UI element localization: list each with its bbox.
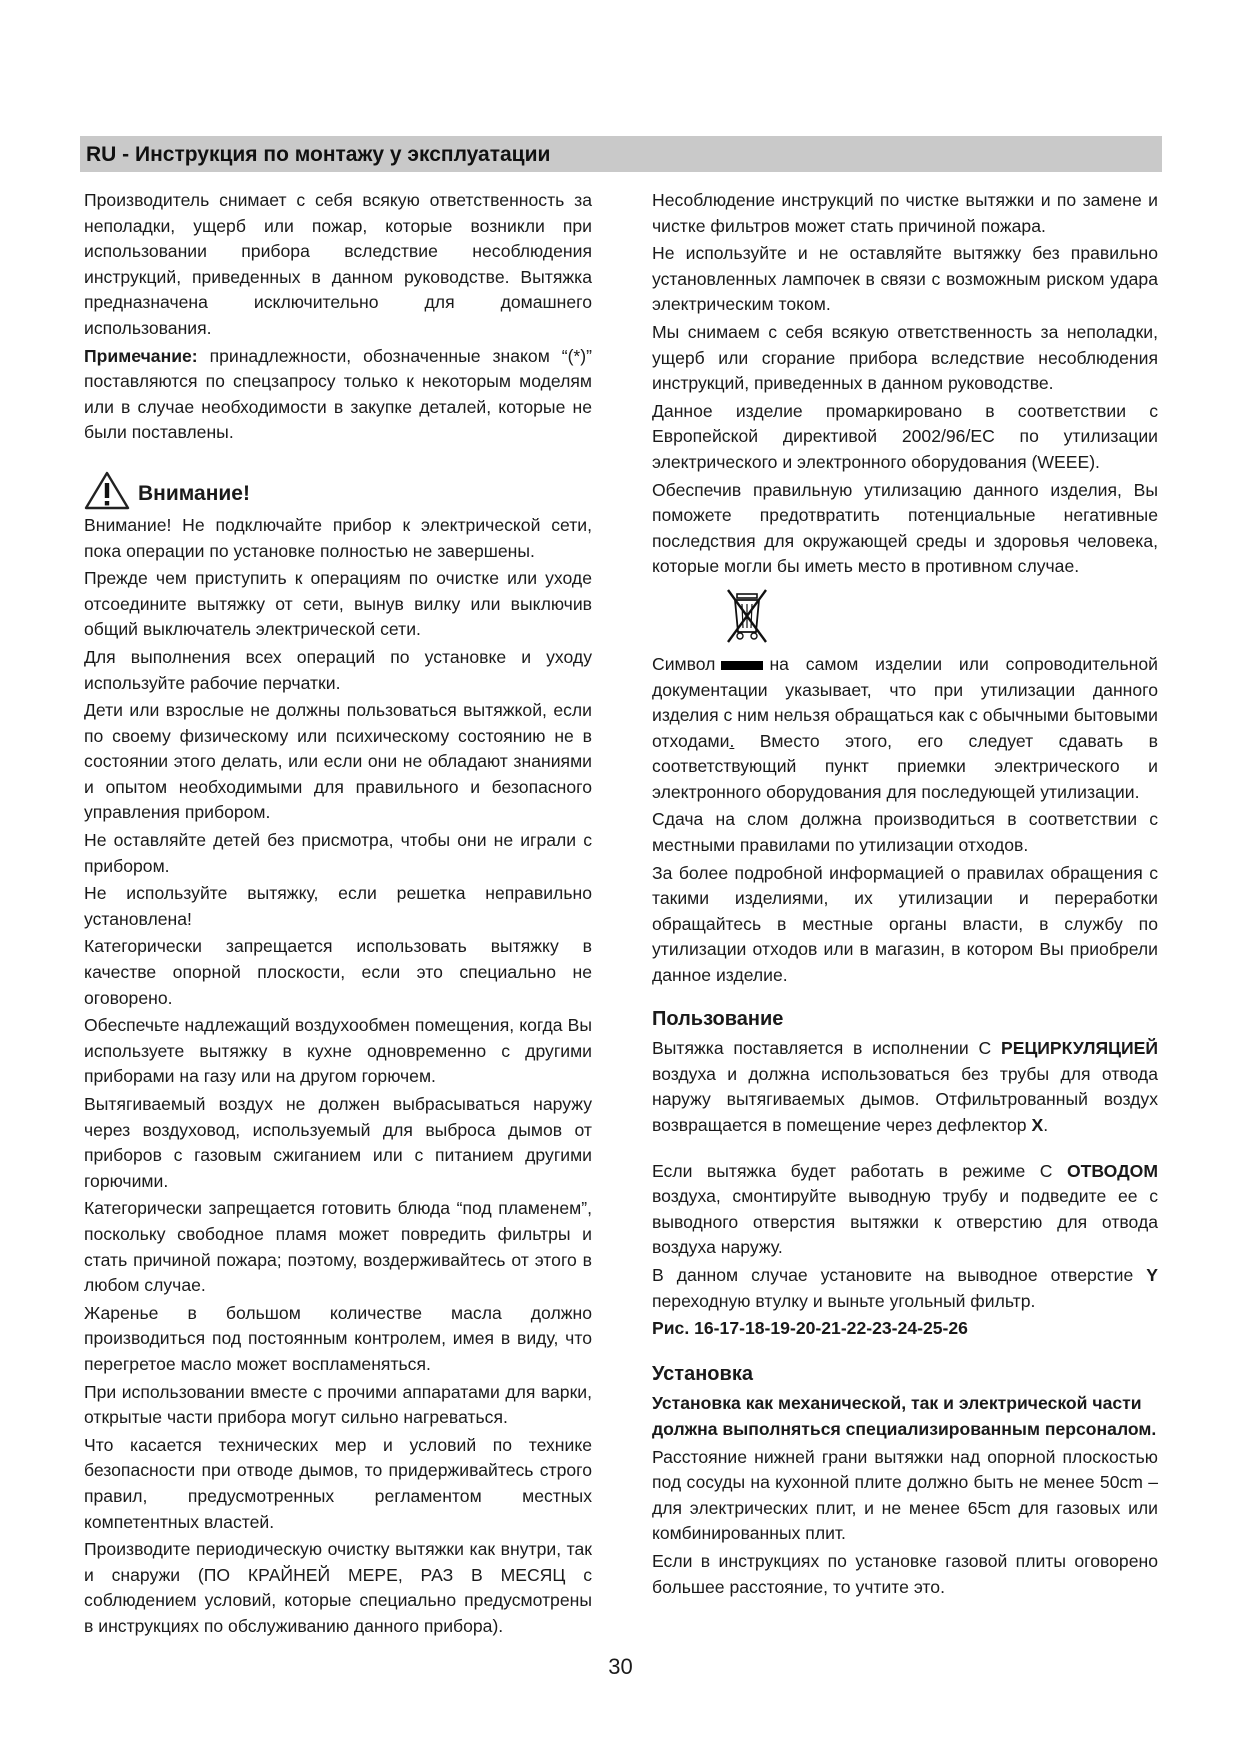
warning-item: При использовании вместе с прочими аппаратами для варки, открытые части прибора могут сильно нагреваться.	[84, 1381, 592, 1428]
warning-heading	[84, 466, 592, 510]
section-header-bar	[80, 136, 1162, 172]
warning-item: Прежде чем приступить к операциям по очистке или уходе отсоедините вытяжку от сети, вынув вилку или выключив общий выключатель электрической сети.	[84, 568, 592, 640]
warning-item: Для выполнения всех операций по установке и уходу используйте рабочие перчатки.	[84, 646, 592, 693]
usage-text: В данном случае установите на выводное отверстие	[652, 1264, 1147, 1285]
crossed-bin-icon	[724, 586, 770, 648]
figure-reference: Рис. 16-17-18-19-20-21-22-23-24-25-26	[652, 1318, 968, 1339]
usage-adapter-paragraph	[652, 1263, 1158, 1314]
cleaning-paragraph: Несоблюдение инструкций по чистке вытяжки и по замене и чистке фильтров может стать причиной пожара.	[652, 190, 1158, 236]
outlet-label: ОТВОДОМ	[1066, 1160, 1158, 1181]
install-note-paragraph: Если в инструкциях по установке газовой плиты оговорено большее расстояние, то учтите это.	[652, 1550, 1158, 1597]
warning-item: Не используйте вытяжку, если решетка неправильно установлена!	[84, 883, 592, 929]
lamp-paragraph: Не используйте и не оставляйте вытяжку без правильно установленных лампочек в связи с возможным риском удара электрическим током.	[652, 243, 1158, 315]
weee-paragraph: Данное изделие промаркировано в соответствии с Европейской директивой 2002/96/EC по утилизации электрического и электронного оборудования (WEEE).	[652, 400, 1158, 472]
disposal-paragraph: Обеспечив правильную утилизацию данного изделия, Вы поможете предотвратить потенциальные негативные последствия для окружающей среды и здоровья человека, которые могли бы иметь место в противном случае.	[652, 479, 1158, 577]
warning-triangle-icon	[84, 470, 130, 510]
left-column	[84, 188, 592, 1641]
usage-text: .	[1043, 1115, 1049, 1135]
warning-item: Категорически запрещается использовать вытяжку в качестве опорной плоскости, если это специально не оговорено.	[84, 936, 592, 1008]
note-text: принадлежности, обозначенные знаком “(*)” поставляются по спецзапросу только к некоторым моделям или в случае необходимости в закупке деталей, которые не были поставлены.	[84, 345, 592, 443]
usage-recirculation-paragraph	[652, 1036, 1158, 1138]
scrap-paragraph: Сдача на слом должна производиться в соответствии с местными правилами по утилизации отходов.	[652, 809, 1158, 856]
usage-text: переходную втулку и выньте угольный фильтр.	[652, 1290, 1036, 1311]
symbol-word: Символ	[652, 653, 716, 674]
note-paragraph	[84, 344, 592, 446]
usage-text: Вытяжка поставляется в исполнении С	[652, 1038, 1001, 1059]
page-number: 30	[608, 1654, 633, 1679]
install-distance-paragraph: Расстояние нижней грани вытяжки над опорной плоскостью под сосуды на кухонной плите должно быть не менее 50cm – для электрических плит, и не менее 65cm для газовых или комбинированных плит.	[652, 1446, 1158, 1544]
warning-title: Внимание!	[138, 482, 250, 506]
warning-item: Внимание! Не подключайте прибор к электрической сети, пока операции по установке полностью не завершены.	[84, 514, 592, 561]
deflector-label: X	[1031, 1115, 1044, 1135]
usage-text: Если вытяжка будет работать в режиме С	[652, 1160, 1067, 1181]
weee-symbol-area	[652, 582, 1158, 652]
adapter-label: Y	[1146, 1264, 1158, 1285]
weee-bar-icon	[721, 661, 763, 670]
symbol-text-dot: .	[729, 730, 735, 751]
warning-item: Вытягиваемый воздух не должен выбрасываться наружу через воздуховод, используемый для выброса дымов от приборов с газовым сжиганием или с питанием другими горючими.	[84, 1094, 592, 1191]
liability-paragraph: Мы снимаем с себя всякую ответственность за неполадки, ущерб или сгорание прибора вследствие несоблюдения инструкций, приведенных в данном руководстве.	[652, 321, 1158, 394]
usage-heading: Пользование	[652, 1007, 784, 1030]
warning-item: Что касается технических мер и условий по технике безопасности при отводе дымов, то придерживайтесь строго правил, предусмотренных регламентом местных компетентных властей.	[84, 1434, 592, 1532]
symbol-paragraph	[652, 652, 1158, 806]
info-paragraph: За более подробной информацией о правилах обращения с такими изделиями, их утилизации и переработки обращайтесь в местные органы власти, в службу по утилизации отходов или в магазин, в котором Вы приобрели данное изделие.	[652, 862, 1158, 986]
usage-outlet-paragraph	[652, 1159, 1158, 1261]
warning-item: Жаренье в большом количестве масла должно производиться под постоянным контролем, имея в виду, что перегретое масло может воспламеняться.	[84, 1302, 592, 1374]
warning-item: Дети или взрослые не должны пользоваться вытяжкой, если по своему физическому или психическому состоянию не в состоянии этого делать, или если они не обладают знаниями и опытом необходимыми для правильного и безопасного управления прибором.	[84, 700, 592, 823]
recirculation-label: РЕЦИРКУЛЯЦИЕЙ	[1000, 1038, 1158, 1059]
install-heading: Установка	[652, 1362, 753, 1385]
install-bold-paragraph: Установка как механической, так и электрической части должна выполняться специализированным персоналом.	[652, 1393, 1157, 1439]
symbol-text: на самом изделии или сопроводительной документации указывает, что при утилизации данного изделия с ним нельзя обращаться как с обычными бытовыми отходами	[652, 653, 1158, 751]
symbol-text-cont: Вместо этого, его следует сдавать в соответствующий пункт приемки электрического и электронного оборудования для последующей утилизации.	[652, 730, 1158, 802]
usage-text: воздуха, смонтируйте выводную трубу и подведите ее с выводного отверстия вытяжки к отверстию для отвода воздуха наружу.	[652, 1186, 1158, 1258]
intro-paragraph: Производитель снимает с себя всякую ответственность за неполадки, ущерб или пожар, которые возникли при использовании прибора вследствие несоблюдения инструкций, приведенных в данном руководстве. Вытяжка предназначена исключительно для домашнего использования.	[84, 190, 592, 338]
section-title: RU - Инструкция по монтажу у эксплуатации	[86, 143, 551, 166]
usage-text: воздуха и должна использоваться без трубы для отвода наружу вытягиваемых дымов. Отфильтрованный воздух возвращается в помещение через дефлектор	[652, 1063, 1158, 1135]
warning-item: Категорически запрещается готовить блюда “под пламенем”, поскольку свободное пламя может повредить фильтры и стать причиной пожара; поэтому, воздерживайтесь от этого в любом случае.	[84, 1198, 592, 1296]
right-column	[652, 188, 1158, 1602]
warning-item: Не оставляйте детей без присмотра, чтобы они не играли с прибором.	[84, 830, 592, 876]
note-label: Примечание:	[84, 345, 198, 366]
warning-item: Производите периодическую очистку вытяжки как внутри, так и снаружи (ПО КРАЙНЕЙ МЕРЕ, РАЗ В МЕСЯЦ с соблюдением условий, которые специально предусмотрены в инструкциях по обслуживанию данного прибора).	[84, 1539, 592, 1636]
warning-item: Обеспечьте надлежащий воздухообмен помещения, когда Вы используете вытяжку в кухне одновременно с другими приборами на газу или на другом горючем.	[84, 1015, 592, 1087]
